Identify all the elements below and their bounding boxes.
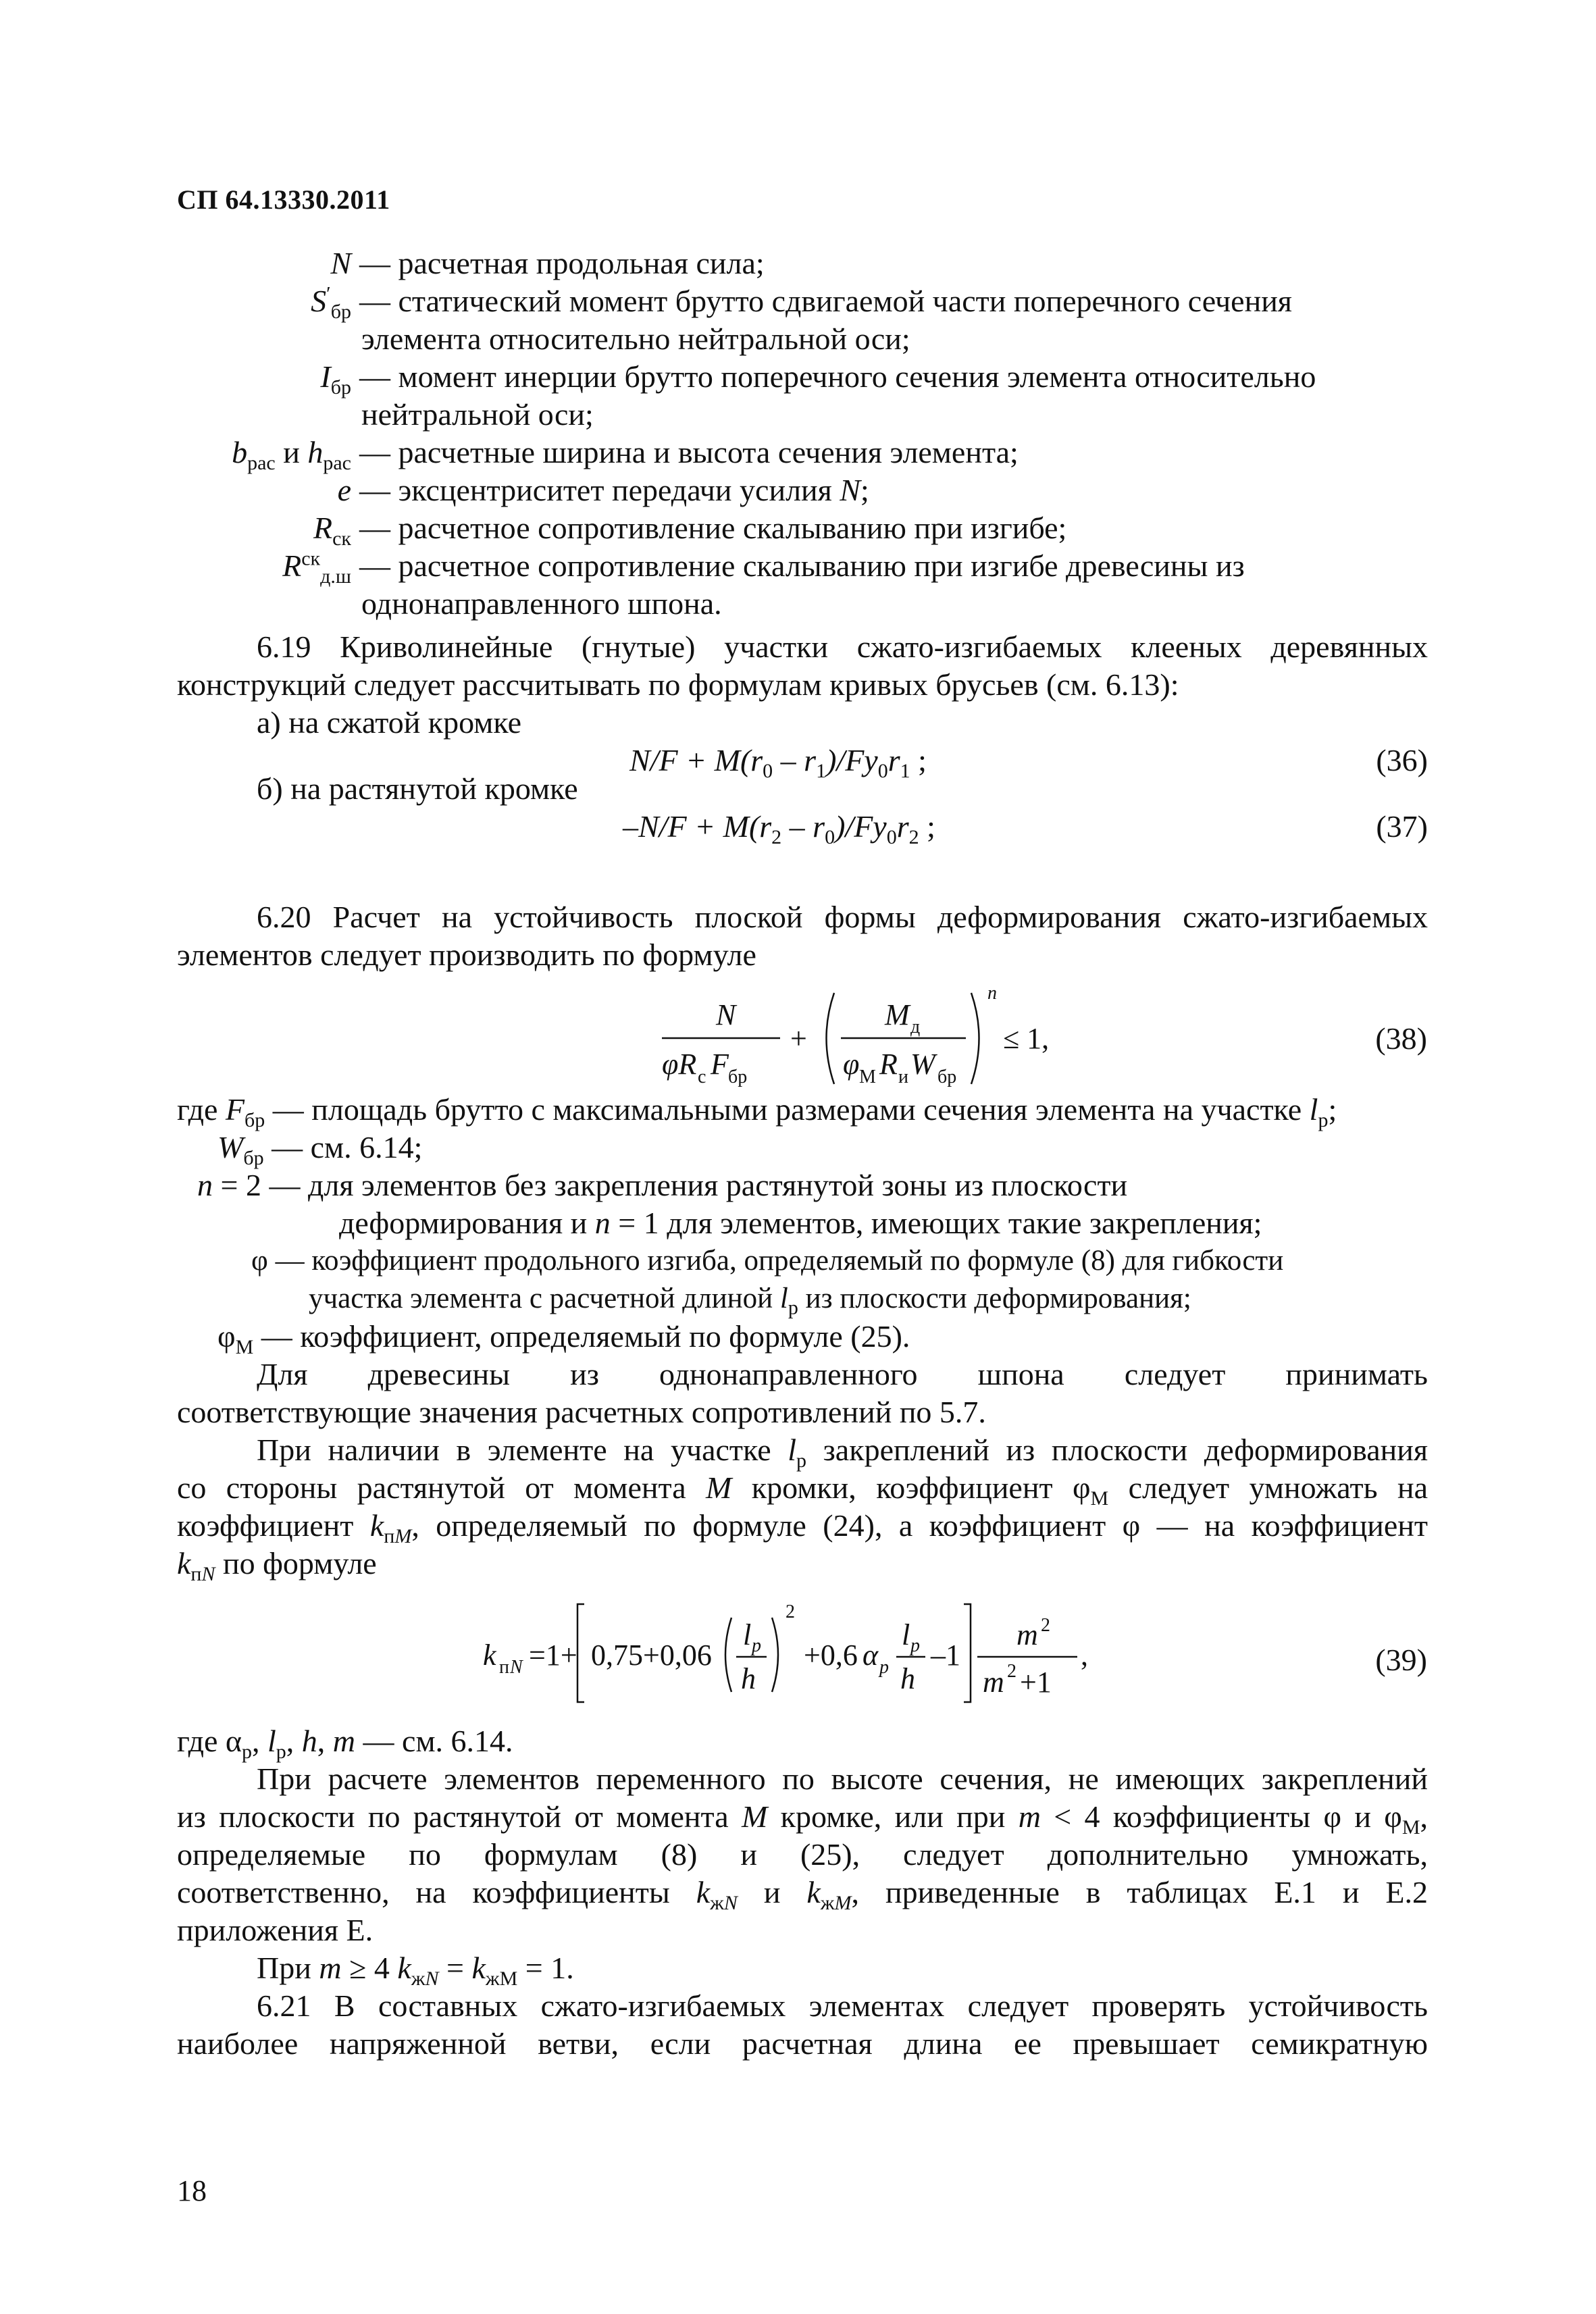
def-text: расчетная продольная сила; xyxy=(398,246,765,280)
symbol: e xyxy=(337,473,351,507)
svg-text:l: l xyxy=(743,1618,752,1651)
svg-text:п: п xyxy=(499,1657,509,1678)
svg-text:2: 2 xyxy=(1041,1615,1050,1636)
var-line-2: из плоскости по растянутой от момента M кромке, или при m < 4 коэффициенты φ и $\varphi_М$, xyxy=(177,1799,1428,1839)
section-6-19 xyxy=(177,628,1428,858)
page-header: СП 64.13330.2011 xyxy=(177,184,390,215)
def-text: для элементов без закрепления растянутой зоны из плоскости xyxy=(307,1168,1128,1202)
veneer-line-2: соответствующие значения расчетных сопротивлений по 5.7. xyxy=(177,1395,986,1429)
def-W: $W_{бр}$ — см. 6.14; xyxy=(217,1130,423,1170)
svg-text:и: и xyxy=(898,1066,908,1087)
def-text: момент инерции брутто поперечного сечения элемента относительно xyxy=(398,359,1316,394)
def-phi-cont: участка элемента с расчетной длиной $l_р$ из плоскости деформирования; xyxy=(309,1283,1191,1319)
svg-text:R: R xyxy=(879,1048,898,1081)
fix-line-4: $k_{пN}$ по формуле xyxy=(177,1546,377,1586)
svg-text:≤ 1,: ≤ 1, xyxy=(1003,1022,1050,1055)
svg-text:p: p xyxy=(752,1635,761,1656)
def-n-cont: деформирования и n = 1 для элементов, имеющих такие закрепления; xyxy=(339,1206,1262,1240)
svg-text:F: F xyxy=(711,1048,729,1081)
svg-text:α: α xyxy=(863,1639,879,1672)
svg-text:+0,6: +0,6 xyxy=(804,1639,858,1672)
svg-text:–1: –1 xyxy=(931,1639,960,1672)
equation-number: (37) xyxy=(1376,809,1428,844)
def-text: статический момент брутто сдвигаемой части поперечного сечения xyxy=(398,284,1292,318)
equation-number-39: (39) xyxy=(1375,1643,1427,1677)
svg-text:k: k xyxy=(483,1639,496,1672)
def-I-cont: нейтральной оси; xyxy=(361,397,594,432)
svg-text:W: W xyxy=(910,1048,935,1081)
svg-text:p: p xyxy=(910,1635,920,1656)
var-line-6: При m ≥ 4 $k_{жN} = k_{жМ} = 1$. xyxy=(257,1951,574,1990)
equation-37: $-N/F + M(r_2 - r_0)/Fy_0r_2$ ; (37) xyxy=(623,809,1428,849)
svg-text:2: 2 xyxy=(1007,1661,1016,1682)
var-line-3: определяемые по формулам (8) и (25), следует дополнительно умножать, xyxy=(177,1837,1428,1872)
veneer-line-1: Для древесины из однонаправленного шпона следует принимать xyxy=(257,1357,1428,1391)
svg-text:д: д xyxy=(910,1017,921,1037)
def-N: N — расчетная продольная сила; xyxy=(169,245,1418,282)
equation-36: $N/F + M(r_0 - r_1)/Fy_0r_1$ ; (36) xyxy=(629,743,1428,783)
svg-text:n: n xyxy=(987,983,997,1004)
svg-text:+: + xyxy=(790,1022,807,1055)
definitions-list-1 xyxy=(169,245,1418,623)
svg-text:N: N xyxy=(716,998,736,1031)
equation-number: (36) xyxy=(1376,743,1428,777)
case-b-label: б) на растянутой кромке xyxy=(257,771,578,806)
symbol: $I_{бр}$ xyxy=(320,359,351,399)
def-b-h: $b_{рас}$ и $h_{рас}$ — расчетные ширина и высота сечения элемента; xyxy=(232,435,1019,475)
svg-text:бр: бр xyxy=(728,1066,748,1087)
svg-text:M: M xyxy=(885,998,910,1031)
equation-number-38: (38) xyxy=(1375,1021,1427,1056)
def-Rsk-dsh-cont: однонаправленного шпона. xyxy=(361,586,722,621)
def-phi-m: $\varphi_М$ — коэффициент, определяемый по формуле (25). xyxy=(217,1319,910,1359)
symbol: N xyxy=(330,246,351,280)
fix-line-1: При наличии в элементе на участке $l_р$ закреплений из плоскости деформирования xyxy=(257,1433,1428,1472)
svg-text:2: 2 xyxy=(786,1601,795,1622)
def-text: коэффициент, определяемый по формуле (25). xyxy=(300,1319,910,1354)
def-text: коэффициент продольного изгиба, определяемый по формуле (8) для гибкости xyxy=(311,1245,1284,1277)
svg-text:=1+: =1+ xyxy=(529,1639,577,1672)
svg-text:h: h xyxy=(900,1662,915,1695)
def-text: площадь брутто с максимальными размерами сечения элемента на участке xyxy=(311,1092,1302,1127)
var-line-1: При расчете элементов переменного по высоте сечения, не имеющих закреплений xyxy=(257,1762,1428,1796)
case-a-label: а) на сжатой кромке xyxy=(257,705,522,740)
def-e: e — эксцентриситет передачи усилия N; xyxy=(169,471,1418,509)
def-S-cont: элемента относительно нейтральной оси; xyxy=(361,322,910,356)
def-text: расчетное сопротивление скалыванию при изгибе; xyxy=(398,511,1067,545)
svg-text:бр: бр xyxy=(937,1066,957,1087)
symbol: $R^{ск}_{д.ш}$ xyxy=(282,547,351,588)
def-I: $I_{бр}$ — момент инерции брутто поперечного сечения элемента относительно xyxy=(320,359,1316,399)
def-Rsk-dsh: $R^{ск}_{д.ш}$ — расчетное сопротивление скалыванию при изгибе древесины из xyxy=(282,547,1245,588)
def-n: n = 2 — для элементов без закрепления растянутой зоны из плоскости xyxy=(197,1168,1128,1202)
def-text: см. 6.14; xyxy=(310,1130,423,1164)
definitions-list-2 xyxy=(177,1091,1428,1586)
paragraph: 6.19 Криволинейные (гнутые) участки сжато-изгибаемых клееных деревянных конструкций следует рассчитывать по формулам кривых брусьев (см. 6.13): xyxy=(177,629,1428,702)
formula-38 xyxy=(662,983,1135,1098)
def-F: где $F_{бр}$ — площадь брутто с максимальными размерами сечения элемента на участке $l_р$; xyxy=(177,1092,1337,1132)
def-list-3: где $\alpha_р$, $l_р$, h, m — см. 6.14. xyxy=(177,1724,513,1764)
svg-text:N: N xyxy=(510,1657,523,1678)
var-line-5: приложения Е. xyxy=(177,1913,374,1947)
def-text: расчетное сопротивление скалыванию при изгибе древесины из xyxy=(398,548,1245,583)
svg-text:p: p xyxy=(879,1657,889,1678)
var-line-4: соответственно, на коэффициенты $k_{жN}$ и $k_{жM}$, приведенные в таблицах Е.1 и Е.2 xyxy=(177,1875,1428,1915)
section-6-21-line-1: 6.21 В составных сжато-изгибаемых элементах следует проверять устойчивость xyxy=(257,1988,1428,2023)
section-6-20-cont xyxy=(177,1722,1428,2063)
symbol: $S'_{бр}$ xyxy=(311,282,351,324)
svg-text:φ: φ xyxy=(843,1048,860,1081)
svg-text:l: l xyxy=(902,1618,910,1651)
svg-text:φR: φR xyxy=(662,1048,697,1081)
paragraph: 6.20 Расчет на устойчивость плоской формы деформирования сжато-изгибаемых элементов следует производить по формуле xyxy=(177,900,1428,972)
symbol: $b_{рас}$ и $h_{рас}$ xyxy=(232,435,351,475)
def-Rsk: $R_{ск}$ — расчетное сопротивление скалыванию при изгибе; xyxy=(313,511,1067,550)
svg-text:0,75+0,06: 0,75+0,06 xyxy=(591,1639,712,1672)
def-text: расчетные ширина и высота сечения элемента; xyxy=(398,435,1019,469)
fix-line-3: коэффициент $k_{пM}$, определяемый по формуле (24), а коэффициент φ — на коэффициент xyxy=(177,1508,1428,1548)
def-text: эксцентриситет передачи усилия xyxy=(398,473,832,507)
svg-text:m: m xyxy=(1016,1618,1038,1651)
svg-text:с: с xyxy=(698,1066,706,1087)
svg-text:m: m xyxy=(983,1666,1004,1699)
fix-line-2: со стороны растянутой от момента M кромки, коэффициент $\varphi_М$ следует умножать на xyxy=(177,1470,1428,1510)
svg-text:+1: +1 xyxy=(1020,1666,1052,1699)
section-6-20 xyxy=(177,898,1428,974)
def-phi: φ — коэффициент продольного изгиба, определяемый по формуле (8) для гибкости xyxy=(251,1245,1284,1277)
def-S: $S'_{бр}$ — статический момент брутто сдвигаемой части поперечного сечения xyxy=(311,282,1292,324)
svg-text:М: М xyxy=(859,1066,876,1087)
page-number: 18 xyxy=(177,2174,207,2207)
symbol: $R_{ск}$ xyxy=(313,511,351,550)
svg-text:,: , xyxy=(1081,1639,1088,1672)
section-6-21-line-2: наиболее напряженной ветви, если расчетная длина ее превышает семикратную xyxy=(177,2026,1428,2061)
svg-text:h: h xyxy=(741,1662,756,1695)
formula-39 xyxy=(483,1597,1158,1712)
